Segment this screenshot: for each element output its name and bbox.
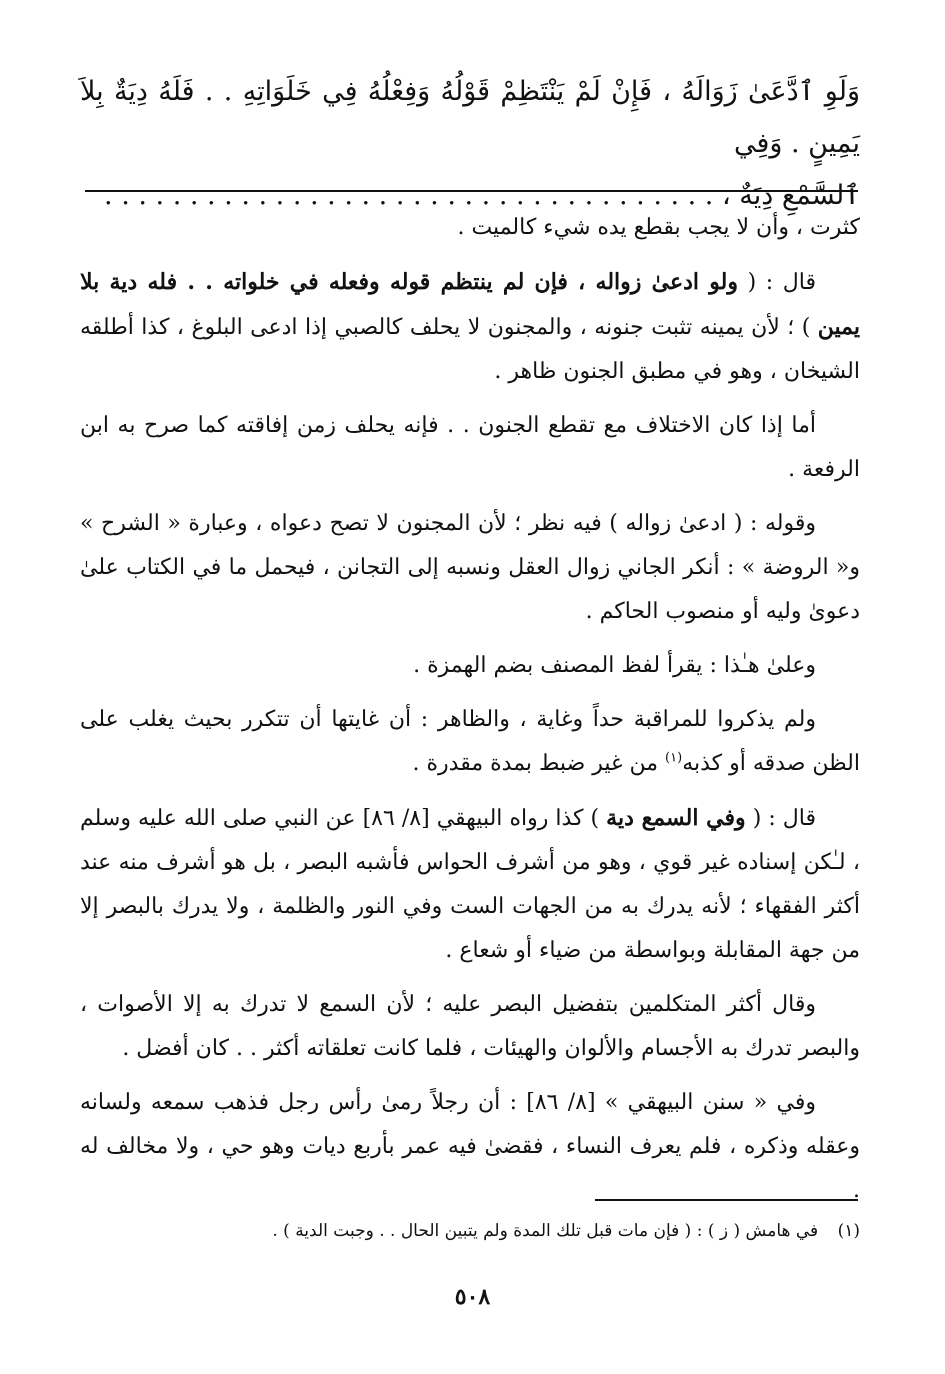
paragraph-p3 (80, 404, 860, 492)
footnote (80, 1216, 860, 1246)
paragraph-p2 (80, 260, 860, 394)
paragraph-text: ولم يذكروا للمراقبة حداً وغاية ، والظاهر : أن غايتها أن تتكرر بحيث يغلب على الظن صدقه أو كذبه (80, 707, 860, 776)
matn-block (80, 66, 860, 222)
footnote-separator-rule (595, 1199, 858, 1201)
paragraph-text: وقوله : ( ادعىٰ زواله ) فيه نظر ؛ لأن المجنون لا تصح دعواه ، وعبارة « الشرح » و« الروضة » : أنكر الجاني زوال العقل ونسبه إلى التجانن ، فيحمل ما في الكتاب علىٰ دعوىٰ وليه أو منصوب الحاكم . (80, 511, 860, 624)
paragraph-p8 (80, 983, 860, 1071)
paragraph-p6 (80, 698, 860, 786)
paragraph-text: قال : ( (745, 806, 816, 831)
paragraph-text: وفي « سنن البيهقي » [٨/ ٨٦] : أن رجلاً رمىٰ رأس رجل فذهب سمعه ولسانه وعقله وذكره ، فلم يعرف النساء ، فقضىٰ فيه عمر بأربع ديات وهو حي ، ولا مخالف له . (80, 1090, 860, 1203)
paragraph-p9 (80, 1081, 860, 1213)
matn-line-1: وَلَوِ ٱدَّعَىٰ زَوَالَهُ ، فَإِنْ لَمْ يَنْتَظِمْ قَوْلُهُ وَفِعْلُهُ فِي خَلَوَاتِهِ . . فَلَهُ دِيَةٌ بِلاَ يَمِينٍ . وَفِي (80, 76, 860, 159)
paragraph-text: وقال أكثر المتكلمين بتفضيل البصر عليه ؛ لأن السمع لا تدرك به إلا الأصوات ، والبصر تدرك به الأجسام والألوان والهيئات ، فلما كانت تعلقاته أكثر . . كان أفضل . (80, 992, 860, 1061)
paragraph-p1 (80, 206, 860, 250)
paragraph-p4 (80, 502, 860, 634)
footnote-number: (١) (837, 1221, 860, 1241)
matn-line-2: ٱلسَّمْعِ دِيَةٌ ، (721, 180, 860, 211)
matn-dots: . . . . . . . . . . . . . . . . . . . . . . . . . . . . . . . . . . . . (104, 180, 714, 211)
paragraph-text: أما إذا كان الاختلاف مع تقطع الجنون . . فإنه يحلف زمن إفاقته كما صرح به ابن الرفعة . (80, 413, 860, 482)
paragraph-text: وعلىٰ هـٰذا : يقرأ لفظ المصنف بضم الهمزة . (413, 653, 816, 678)
footnote-marker: (١) (665, 750, 683, 766)
matn-text (80, 66, 860, 222)
commentary-body (80, 206, 860, 1223)
paragraph-text: ) كذا رواه البيهقي [٨/ ٨٦] عن النبي صلى الله عليه وسلم ، لـٰكن إسناده غير قوي ، وهو من أشرف الحواس فأشبه البصر ، بل هو أشرف منه عند أكثر الفقهاء ؛ لأنه يدرك به من الجهات الست وفي النور والظلمة ، ولا يدرك بالبصر إلا من جهة المقابلة وبواسطة من ضياء أو شعاع . (80, 806, 860, 963)
page-number: ٥٠٨ (454, 1284, 491, 1310)
matn-separator-rule (85, 190, 858, 192)
paragraph-p5 (80, 644, 860, 688)
quoted-matn: ولو ادعىٰ زواله ، فإن لم ينتظم قوله وفعله في خلواته . . فله دية بلا يمين (80, 269, 860, 340)
paragraph-text: كثرت ، وأن لا يجب بقطع يده شيء كالميت . (457, 215, 860, 240)
paragraph-text: ) ؛ لأن يمينه تثبت جنونه ، والمجنون لا يحلف كالصبي إذا ادعى البلوغ ، كذا أطلقه الشيخان ، وهو في مطبق الجنون ظاهر . (80, 315, 860, 384)
quoted-matn: وفي السمع دية (606, 805, 746, 831)
footnote-text: في هامش ( ز ) : ( فإن مات قبل تلك المدة ولم يتبين الحال . . وجبت الدية ) . (272, 1221, 819, 1241)
paragraph-text: من غير ضبط بمدة مقدرة . (412, 751, 666, 776)
paragraph-p7 (80, 796, 860, 973)
paragraph-text: قال : ( (738, 270, 816, 295)
